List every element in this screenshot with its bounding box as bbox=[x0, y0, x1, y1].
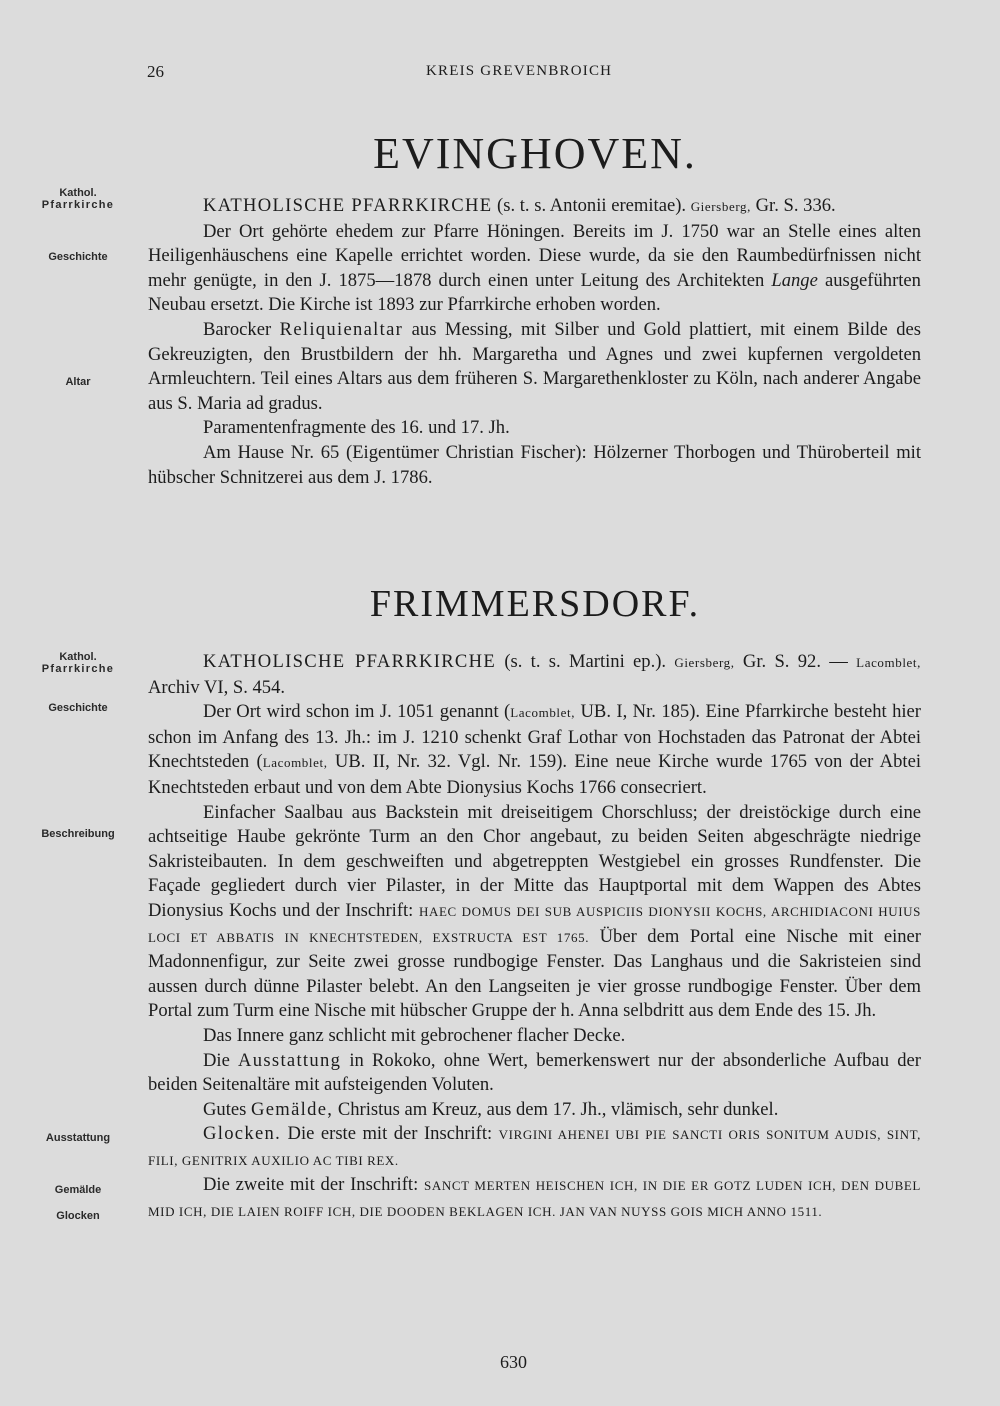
paragraph-beschreibung bbox=[148, 801, 921, 1024]
margin-note-altar: Altar bbox=[65, 376, 91, 388]
paragraph-text: Die erste mit der Inschrift: bbox=[281, 1123, 499, 1145]
paragraph-text: Barocker bbox=[203, 318, 280, 340]
reference-author: Giersberg, bbox=[690, 199, 751, 214]
keyword-ausstattung: Ausstattung bbox=[238, 1049, 342, 1071]
section-body-evinghoven bbox=[148, 194, 921, 490]
reference-author: Giersberg, bbox=[674, 655, 735, 670]
keyword-gemaelde: Gemälde, bbox=[251, 1098, 334, 1120]
section-body-frimmersdorf bbox=[148, 650, 921, 1225]
section-title-evinghoven: EVINGHOVEN. bbox=[373, 129, 697, 178]
paragraph-text: aus Messing, mit Silber und Gold plattiert, mit einem Bilde des Gekreuzigten, den Brustbildern der hh. Margaretha und Agnes und zwei kupfernen vergoldeten Armleuchtern. Teil eines Altars aus dem früheren S. Margarethenkloster zu Köln, nach anderer Angabe aus S. Maria ad gradus. bbox=[148, 318, 921, 414]
reference-author: Lacomblet, bbox=[856, 655, 921, 670]
heading-text: Gr. S. 336. bbox=[750, 195, 836, 216]
paragraph-glocke-2 bbox=[148, 1173, 921, 1224]
paragraph-text: Der Ort wird schon im J. 1051 genannt ( bbox=[203, 701, 511, 723]
inscription-portal: HAEC DOMUS DEI SUB AUSPICIIS DIONYSII KOCHS, ARCHIDIACONI HUIUS LOCI ET ABBATIS IN KNECHTSTEDEN, EXSTRUCTA EST 1765. bbox=[148, 903, 921, 945]
margin-note-glocken: Glocken bbox=[56, 1210, 100, 1222]
paragraph-text: UB. II, Nr. 32. Vgl. Nr. 159). Eine neue Kirche wurde 1765 von der Abtei Knechtsteden erbaut und von dem Abte Dionysius Kochs 1766 consecriert. bbox=[148, 751, 921, 798]
church-name: KATHOLISCHE PFARRKIRCHE bbox=[203, 651, 497, 672]
margin-note-geschichte: Geschichte bbox=[48, 251, 108, 263]
reference-author: Lacomblet, bbox=[262, 755, 328, 771]
paragraph-paramente: Paramentenfragmente des 16. und 17. Jh. bbox=[203, 417, 510, 439]
margin-note-kathol-pfarrkirche-2 bbox=[36, 651, 120, 675]
paragraph-text: Über dem Portal eine Nische mit einer Madonnenfigur, zur Seite zwei grosse rundbogige Fenster. Das Langhaus und die Sakristeien sind aussen durch dünne Pilaster belebt. An den Langseiten je vier grosse rundbogige Fenster. Über dem Portal zum Turm eine Nische mit hübscher Gruppe der h. Anna selbdritt aus dem Ende des 15. Jh. bbox=[148, 925, 921, 1022]
heading-text: Archiv VI, S. 454. bbox=[148, 676, 286, 698]
paragraph-text: Gutes bbox=[203, 1098, 252, 1120]
margin-note-kathol: Kathol. bbox=[59, 187, 97, 199]
running-head-title: KREIS GREVENBROICH bbox=[426, 63, 613, 79]
paragraph-haus: Am Hause Nr. 65 (Eigentümer Christian Fischer): Hölzerner Thorbogen und Thüroberteil mit hübscher Schnitzerei aus dem J. 1786. bbox=[148, 441, 921, 488]
page-number: 26 bbox=[147, 62, 164, 81]
margin-note-pfarrkirche: Pfarrkirche bbox=[41, 663, 115, 675]
inscription-bell-1: VIRGINI AHENEI UBI PIE SANCTI ORIS SONITUM AUDIS, SINT, FILI, GENITRIX AUXILIO AC TIBI REX. bbox=[148, 1127, 922, 1168]
paragraph-gemaelde bbox=[148, 1098, 921, 1123]
paragraph-text: in Rokoko, ohne Wert, bemerkenswert nur der absonderliche Aufbau der beiden Seitenaltäre mit aufsteigenden Voluten. bbox=[148, 1049, 922, 1096]
architect-name: Lange bbox=[771, 269, 818, 291]
paragraph-text: Die zweite mit der Inschrift: bbox=[203, 1174, 425, 1196]
margin-note-pfarrkirche: Pfarrkirche bbox=[41, 199, 115, 211]
section-title-frimmersdorf: FRIMMERSDORF. bbox=[369, 583, 701, 625]
paragraph-geschichte bbox=[148, 220, 921, 318]
paragraph-text: ausgeführten Neubau ersetzt. Die Kirche ist 1893 zur Pfarrkirche erhoben worden. bbox=[148, 269, 921, 316]
paragraph-innere: Das Innere ganz schlicht mit gebrochener flacher Decke. bbox=[203, 1024, 626, 1046]
running-head bbox=[0, 62, 1000, 82]
paragraph-ausstattung bbox=[148, 1049, 921, 1098]
footer-number: 630 bbox=[500, 1352, 527, 1372]
paragraph-text: Einfacher Saalbau aus Backstein mit dreiseitigem Chorschluss; der dreistöckige durch eine achtseitige Haube gekrönte Turm an den Chor angebaut, zu beiden Seiten abgeschrägte niedrige Sakristeibauten. In dem geschweiften und abgetreppten Westgiebel ein grosses Rundfenster. Die Façade gegliedert durch vier Pilaster, in der Mitte das Hauptportal mit dem Wappen des Abtes Dionysius Kochs und der Inschrift: bbox=[148, 801, 921, 921]
keyword-glocken: Glocken. bbox=[203, 1123, 282, 1145]
paragraph-geschichte bbox=[148, 700, 921, 800]
heading-text: Gr. S. 92. — bbox=[734, 651, 857, 672]
keyword-reliquienaltar: Reliquienaltar bbox=[279, 318, 404, 340]
margin-note-kathol: Kathol. bbox=[59, 651, 97, 663]
paragraph-text: Christus am Kreuz, aus dem 17. Jh., vlämisch, sehr dunkel. bbox=[333, 1098, 779, 1120]
church-heading bbox=[148, 650, 921, 700]
margin-note-ausstattung: Ausstattung bbox=[45, 1132, 111, 1144]
margin-note-gemaelde: Gemälde bbox=[54, 1184, 102, 1196]
paragraph-text: UB. I, Nr. 185). Eine Pfarrkirche besteht hier schon im Anfang des 13. Jh.: im J. 1210 schenkt Graf Lothar von Hochstaden das Patronat der Abtei Knechtsteden ( bbox=[148, 701, 921, 773]
reference-author: Lacomblet, bbox=[510, 705, 576, 721]
inscription-bell-2: SANCT MERTEN HEISCHEN ICH, IN DIE ER GOTZ LUDEN ICH, DEN DUBEL MID ICH, DIE LAIEN ROIFF ICH, DIE DOODEN BEKLAGEN ICH. JAN VAN NUYSS GOIS MICH ANNO 1511. bbox=[148, 1178, 921, 1220]
paragraph-glocken bbox=[148, 1122, 921, 1173]
paragraph-text: Der Ort gehörte ehedem zur Pfarre Höningen. Bereits im J. 1750 war an Stelle eines alten Heiligenhäuschens eine Kapelle errichtet worden. Diese wurde, da sie den Raumbedürfnissen nicht mehr genügte, in den J. 1875—1878 durch einen unter Leitung des Architekten bbox=[148, 220, 921, 291]
margin-note-kathol-pfarrkirche bbox=[36, 187, 120, 211]
paragraph-text: Die bbox=[203, 1049, 239, 1071]
church-heading bbox=[148, 194, 921, 220]
church-name: KATHOLISCHE PFARRKIRCHE bbox=[203, 195, 493, 216]
paragraph-altar bbox=[148, 318, 921, 416]
heading-text: (s. t. s. Martini ep.). bbox=[496, 651, 675, 672]
margin-note-geschichte-2: Geschichte bbox=[48, 702, 108, 714]
margin-note-beschreibung: Beschreibung bbox=[41, 828, 115, 840]
heading-text: (s. t. s. Antonii eremitae). bbox=[492, 195, 691, 216]
